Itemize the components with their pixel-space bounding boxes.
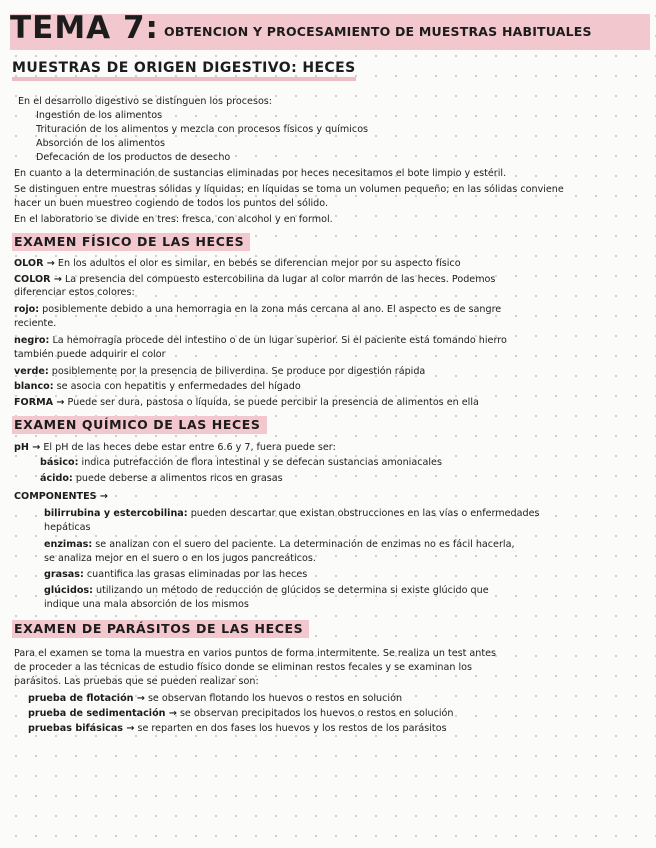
ph-term: pH → (14, 442, 41, 453)
verde-line (14, 366, 425, 378)
grasas-line (44, 569, 307, 581)
parasites-line: parásitos. Las pruebas que se pueden realizar son: (14, 676, 259, 687)
color-term: COLOR → (14, 274, 62, 285)
process-item: Absorción de los alimentos (36, 138, 165, 149)
enzimas-text: se analizan con el suero del paciente. La determinación de enzimas no es fácil hacerla, (95, 539, 515, 550)
glucidos-text: utilizando un método de reducción de glúcidos se determina si existe glúcido que (96, 585, 489, 596)
olor-term: OLOR → (14, 258, 55, 269)
grasas-text: cuantifica las grasas eliminadas por las heces (86, 569, 308, 580)
bilirrubina-text-cont: hepáticas (44, 522, 91, 533)
intro-line: hacer un buen muestreo cogiendo de todos los puntos del sólido. (14, 198, 329, 209)
forma-line (14, 397, 479, 409)
bilirrubina-term: bilirrubina y estercobilina: (44, 508, 188, 519)
verde-term: verde: (14, 366, 49, 377)
negro-term: negro: (14, 335, 50, 346)
intro-line: En cuanto a la determinación de sustancias eliminadas por heces necesitamos el bote limpio y estéril. (14, 168, 507, 179)
rojo-text-cont: reciente. (14, 318, 57, 329)
flotacion-line (28, 693, 402, 705)
negro-text: La hemorragia procede del intestino o de un lugar superior. Si el paciente está tomando hierro (52, 335, 507, 346)
glucidos-term: glúcidos: (44, 585, 93, 596)
componentes-term: COMPONENTES → (14, 491, 108, 502)
blanco-text: se asocia con hepatitis y enfermedades del hígado (56, 381, 301, 392)
process-item: Ingestión de los alimentos (36, 110, 163, 121)
intro-line: En el laboratorio se divide en tres: fresca, con alcohol y en formol. (14, 214, 333, 225)
parasites-exam-heading: EXAMEN DE PARÁSITOS DE LAS HECES (12, 620, 309, 638)
enzimas-text-cont: se analiza mejor en el suero o en los jugos pancreáticos. (44, 553, 316, 564)
color-text-cont: diferenciar estos colores: (14, 287, 135, 298)
sedimentacion-term: prueba de sedimentación → (28, 708, 177, 719)
physical-exam-heading: EXAMEN FÍSICO DE LAS HECES (12, 233, 250, 251)
glucidos-line (44, 585, 489, 597)
process-item: Defecación de los productos de desecho (36, 152, 231, 163)
negro-line (14, 335, 507, 347)
acido-text: puede deberse a alimentos ricos en grasas (75, 473, 283, 484)
componentes-line (14, 491, 108, 503)
color-text: La presencia del compuesto estercobilina da lugar al color marrón de las heces. Podemos (64, 274, 496, 285)
page-title (10, 14, 650, 50)
bilirrubina-line (44, 508, 540, 520)
enzimas-line (44, 539, 515, 551)
intro-line: En el desarrollo digestivo se distinguen los procesos: (18, 96, 273, 107)
sedimentacion-text: se observan precipitados los huevos o restos en solución (179, 708, 454, 719)
bilirrubina-text: pueden descartar que existan obstrucciones en las vías o enfermedades (190, 508, 540, 519)
verde-text: posiblemente por la presencia de biliverdina. Se produce por digestión rápida (51, 366, 426, 377)
bifasicas-term: pruebas bifásicas → (28, 723, 135, 734)
negro-text-cont: también puede adquirir el color (14, 349, 166, 360)
color-line (14, 274, 495, 286)
bifasicas-line (28, 723, 447, 735)
forma-term: FORMA → (14, 397, 65, 408)
intro-line: Se distinguen entre muestras sólidas y líquidas; en líquidas se toma un volumen pequeño; en las sólidas conviene (14, 184, 564, 195)
forma-text: Puede ser dura, pastosa o líquida, se puede percibir la presencia de alimentos en ella (67, 397, 479, 408)
chemical-exam-heading: EXAMEN QUÍMICO DE LAS HECES (12, 416, 267, 434)
blanco-line (14, 381, 301, 393)
ph-line (14, 442, 336, 454)
sedimentacion-line (28, 708, 453, 720)
enzimas-term: enzimas: (44, 539, 93, 550)
grasas-term: grasas: (44, 569, 84, 580)
basico-term: básico: (40, 457, 79, 468)
rojo-term: rojo: (14, 304, 40, 315)
olor-line (14, 258, 461, 270)
basico-line (40, 457, 442, 469)
rojo-line (14, 304, 501, 316)
bifasicas-text: se reparten en dos fases los huevos y los restos de los parásitos (137, 723, 447, 734)
ph-text: El pH de las heces debe estar entre 6.6 y 7, fuera puede ser: (43, 442, 336, 453)
process-item: Trituración de los alimentos y mezcla con procesos físicos y químicos (36, 124, 369, 135)
olor-text: En los adultos el olor es similar, en bebés se diferencian mejor por su aspecto físico (57, 258, 461, 269)
flotacion-term: prueba de flotación → (28, 693, 145, 704)
flotacion-text: se observan flotando los huevos o restos en solución (147, 693, 403, 704)
title-main: TEMA 7: (10, 14, 159, 46)
parasites-line: de proceder a las técnicas de estudio físico donde se eliminan restos fecales y se examinan los (14, 662, 472, 673)
acido-term: ácido: (40, 473, 73, 484)
parasites-line: Para el examen se toma la muestra en varios puntos de forma intermitente. Se realiza un test antes (14, 648, 497, 659)
blanco-term: blanco: (14, 381, 54, 392)
title-rest: OBTENCION Y PROCESAMIENTO DE MUESTRAS HABITUALES (164, 24, 592, 39)
glucidos-text-cont: indique una mala absorción de los mismos (44, 599, 249, 610)
digestive-heading: MUESTRAS DE ORIGEN DIGESTIVO: HECES (12, 60, 356, 81)
acido-line (40, 473, 283, 485)
basico-text: indica putrefacción de flora intestinal y se defecan sustancias amoniacales (81, 457, 442, 468)
rojo-text: posiblemente debido a una hemorragia en la zona más cercana al ano. El aspecto es de sangre (42, 304, 502, 315)
